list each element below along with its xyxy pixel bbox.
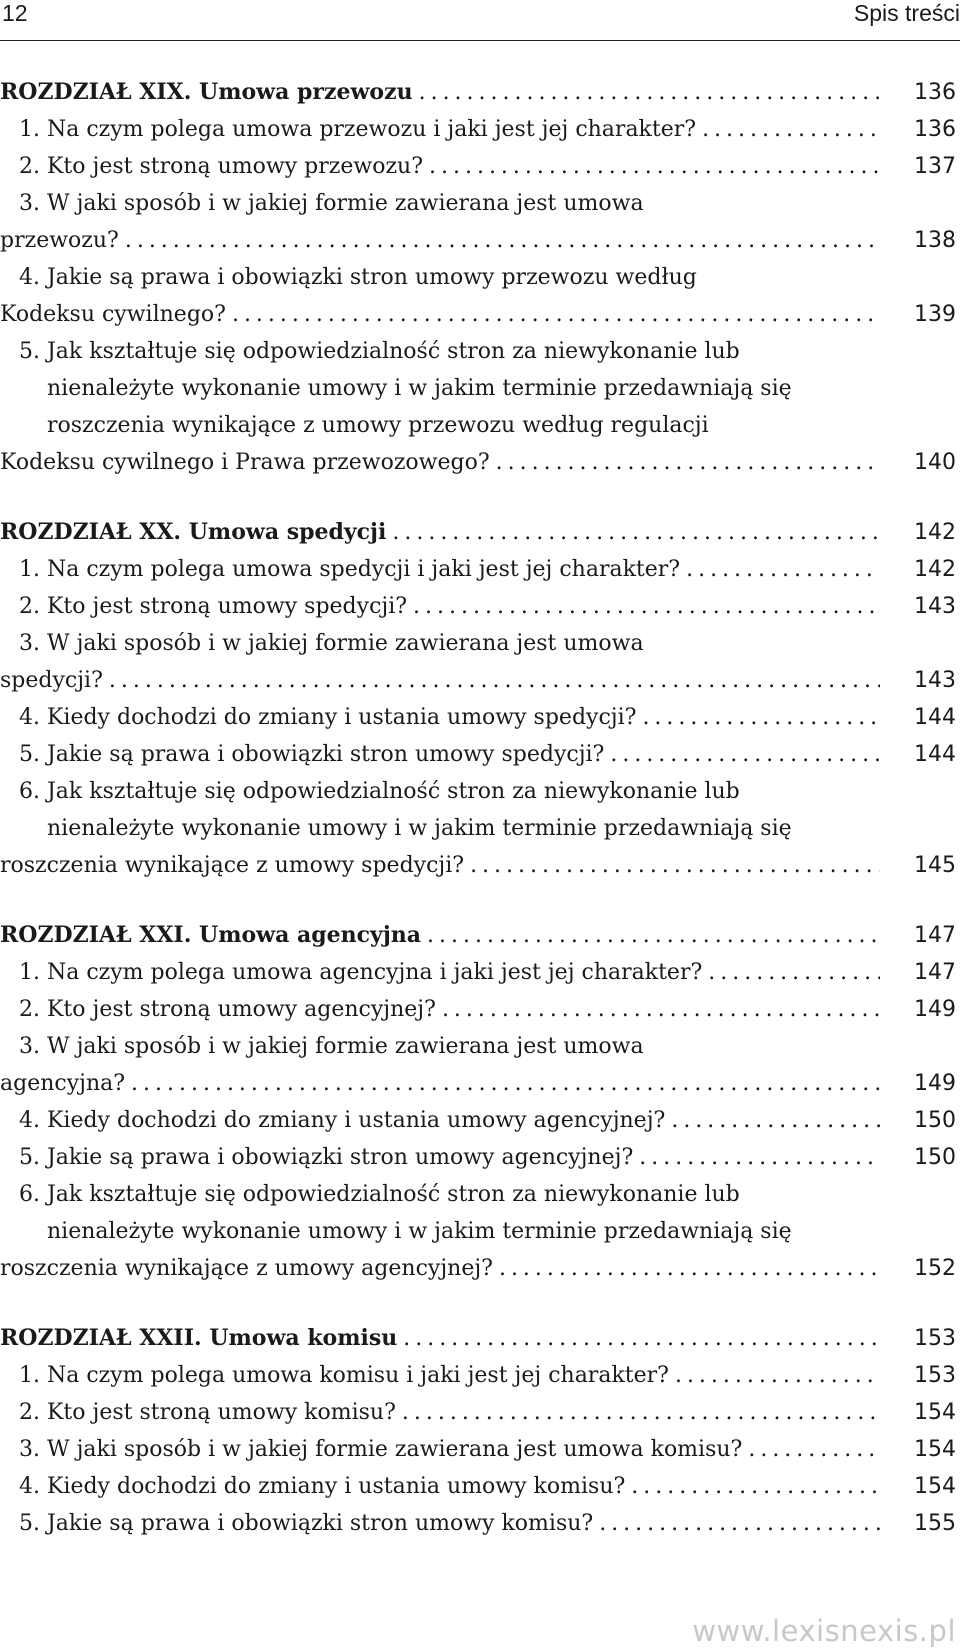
table-of-contents [0, 74, 960, 1575]
entry-title: Kodeksu cywilnego? [0, 296, 232, 333]
leader-row [0, 917, 880, 954]
page-ref: 142 [914, 520, 956, 545]
entry-title: 5. Jakie są prawa i obowiązki stron umowy agencyjnej? [0, 1139, 639, 1176]
leader-row [0, 514, 880, 551]
entry-title: 5. Jakie są prawa i obowiązki stron umowy komisu? [0, 1505, 599, 1542]
page-ref: 155 [914, 1511, 956, 1536]
entry-title: 1. Na czym polega umowa przewozu i jaki jest jej charakter? [0, 111, 702, 148]
leader-row [0, 1250, 880, 1287]
toc-entry [0, 954, 960, 991]
entry-title: nienależyte wykonanie umowy i w jakim terminie przedawniają się [47, 376, 792, 401]
entry-title: 3. W jaki sposób i w jakiej formie zawierana jest umowa [19, 1034, 644, 1059]
toc-entry [0, 1139, 960, 1176]
leader-row [0, 551, 880, 588]
dot-leader [232, 296, 880, 333]
entry-title: 5. Jak kształtuje się odpowiedzialność stron za niewykonanie lub [19, 339, 740, 364]
entry-title: roszczenia wynikające z umowy spedycji? [0, 847, 470, 884]
entry-title: 4. Kiedy dochodzi do zmiany i ustania umowy komisu? [0, 1468, 631, 1505]
leader-row [0, 1139, 880, 1176]
dot-leader [496, 444, 880, 481]
entry-title: 6. Jak kształtuje się odpowiedzialność stron za niewykonanie lub [19, 779, 740, 804]
page-ref: 137 [914, 154, 956, 179]
toc-entry-line [0, 259, 960, 296]
toc-entry-line [0, 625, 960, 662]
toc-entry [0, 551, 960, 588]
leader-row [0, 444, 880, 481]
toc-entry [0, 1250, 960, 1287]
page-ref: 154 [914, 1437, 956, 1462]
toc-entry-line [0, 1176, 960, 1213]
entry-title: 1. Na czym polega umowa komisu i jaki jest jej charakter? [0, 1357, 675, 1394]
entry-title: agencyjna? [0, 1065, 131, 1102]
dot-leader [499, 1250, 880, 1287]
dot-leader [708, 954, 880, 991]
entry-title: ROZDZIAŁ XXII. Umowa komisu [0, 1320, 403, 1357]
page-header [0, 0, 960, 41]
toc-entry [0, 847, 960, 884]
page-ref: 153 [914, 1363, 956, 1388]
dot-leader [442, 991, 880, 1028]
leader-row [0, 662, 880, 699]
chapter-section [0, 1320, 960, 1542]
entry-title: 6. Jak kształtuje się odpowiedzialność stron za niewykonanie lub [19, 1182, 740, 1207]
page-ref: 154 [914, 1474, 956, 1499]
entry-title: roszczenia wynikające z umowy agencyjnej? [0, 1250, 499, 1287]
toc-entry [0, 296, 960, 333]
page-ref: 150 [914, 1145, 956, 1170]
entry-title: 3. W jaki sposób i w jakiej formie zawierana jest umowa [19, 631, 644, 656]
page-ref: 147 [914, 960, 956, 985]
dot-leader [599, 1505, 880, 1542]
entry-title: ROZDZIAŁ XIX. Umowa przewozu [0, 74, 419, 111]
toc-entry [0, 588, 960, 625]
toc-entry [0, 699, 960, 736]
entry-title: 4. Jakie są prawa i obowiązki stron umowy przewozu według [19, 265, 697, 290]
leader-row [0, 148, 880, 185]
chapter-heading [0, 917, 960, 954]
dot-leader [413, 588, 880, 625]
entry-title: nienależyte wykonanie umowy i w jakim terminie przedawniają się [47, 816, 792, 841]
entry-title: ROZDZIAŁ XX. Umowa spedycji [0, 514, 392, 551]
dot-leader [109, 662, 880, 699]
entry-title: 2. Kto jest stroną umowy komisu? [0, 1394, 402, 1431]
leader-row [0, 1320, 880, 1357]
toc-entry [0, 736, 960, 773]
entry-title: 2. Kto jest stroną umowy spedycji? [0, 588, 413, 625]
dot-leader [610, 736, 880, 773]
toc-entry-line [0, 773, 960, 810]
entry-title: 3. W jaki sposób i w jakiej formie zawierana jest umowa komisu? [0, 1431, 748, 1468]
toc-entry [0, 1065, 960, 1102]
entry-title: nienależyte wykonanie umowy i w jakim terminie przedawniają się [47, 1219, 792, 1244]
page-ref: 149 [914, 997, 956, 1022]
toc-entry [0, 1357, 960, 1394]
toc-entry [0, 111, 960, 148]
entry-title: przewozu? [0, 222, 125, 259]
leader-row [0, 1357, 880, 1394]
leader-row [0, 1065, 880, 1102]
leader-row [0, 111, 880, 148]
chapter-section [0, 74, 960, 481]
page-ref: 153 [914, 1326, 956, 1351]
dot-leader [686, 551, 880, 588]
page-ref: 144 [914, 742, 956, 767]
dot-leader [671, 1102, 880, 1139]
toc-entry [0, 991, 960, 1028]
dot-leader [131, 1065, 880, 1102]
running-title: Spis treści [853, 0, 960, 26]
page-ref: 139 [914, 302, 956, 327]
leader-row [0, 736, 880, 773]
chapter-section [0, 514, 960, 884]
toc-entry [0, 444, 960, 481]
toc-entry [0, 1394, 960, 1431]
page-ref: 138 [914, 228, 956, 253]
entry-title: 4. Kiedy dochodzi do zmiany i ustania umowy agencyjnej? [0, 1102, 671, 1139]
leader-row [0, 847, 880, 884]
chapter-heading [0, 1320, 960, 1357]
toc-entry-line [0, 185, 960, 222]
leader-row [0, 1102, 880, 1139]
entry-title: 2. Kto jest stroną umowy agencyjnej? [0, 991, 442, 1028]
dot-leader [702, 111, 880, 148]
toc-entry-line [0, 333, 960, 370]
dot-leader [429, 148, 880, 185]
publisher-url: www.lexisnexis.pl [692, 1614, 956, 1648]
page-ref: 147 [914, 923, 956, 948]
page-ref: 136 [914, 80, 956, 105]
dot-leader [427, 917, 880, 954]
leader-row [0, 954, 880, 991]
toc-entry [0, 1431, 960, 1468]
entry-title: ROZDZIAŁ XXI. Umowa agencyjna [0, 917, 427, 954]
chapter-heading [0, 74, 960, 111]
chapter-heading [0, 514, 960, 551]
entry-title: spedycji? [0, 662, 109, 699]
entry-title: roszczenia wynikające z umowy przewozu według regulacji [47, 413, 709, 438]
dot-leader [419, 74, 880, 111]
entry-title: 3. W jaki sposób i w jakiej formie zawierana jest umowa [19, 191, 644, 216]
page-ref: 143 [914, 594, 956, 619]
entry-title: 1. Na czym polega umowa agencyjna i jaki jest jej charakter? [0, 954, 708, 991]
dot-leader [470, 847, 880, 884]
leader-row [0, 296, 880, 333]
page-ref: 144 [914, 705, 956, 730]
page-ref: 142 [914, 557, 956, 582]
page-ref: 154 [914, 1400, 956, 1425]
leader-row [0, 222, 880, 259]
dot-leader [639, 1139, 880, 1176]
entry-title: 1. Na czym polega umowa spedycji i jaki jest jej charakter? [0, 551, 686, 588]
toc-entry-line [0, 407, 960, 444]
page-ref: 143 [914, 668, 956, 693]
leader-row [0, 699, 880, 736]
dot-leader [748, 1431, 880, 1468]
leader-row [0, 588, 880, 625]
leader-row [0, 1394, 880, 1431]
dot-leader [675, 1357, 880, 1394]
toc-entry [0, 1468, 960, 1505]
entry-title: Kodeksu cywilnego i Prawa przewozowego? [0, 444, 496, 481]
dot-leader [125, 222, 880, 259]
toc-entry-line [0, 1213, 960, 1250]
leader-row [0, 1505, 880, 1542]
page-ref: 152 [914, 1256, 956, 1281]
dot-leader [403, 1320, 880, 1357]
dot-leader [402, 1394, 880, 1431]
page-ref: 149 [914, 1071, 956, 1096]
leader-row [0, 74, 880, 111]
page-ref: 150 [914, 1108, 956, 1133]
dot-leader [642, 699, 880, 736]
chapter-section [0, 917, 960, 1287]
toc-entry-line [0, 1028, 960, 1065]
toc-entry [0, 222, 960, 259]
entry-title: 4. Kiedy dochodzi do zmiany i ustania umowy spedycji? [0, 699, 642, 736]
page-ref: 140 [914, 450, 956, 475]
leader-row [0, 1468, 880, 1505]
toc-entry [0, 1102, 960, 1139]
page-ref: 145 [914, 853, 956, 878]
leader-row [0, 991, 880, 1028]
entry-title: 5. Jakie są prawa i obowiązki stron umowy spedycji? [0, 736, 610, 773]
toc-entry-line [0, 370, 960, 407]
page-number: 12 [2, 0, 28, 26]
dot-leader [392, 514, 880, 551]
toc-entry [0, 662, 960, 699]
entry-title: 2. Kto jest stroną umowy przewozu? [0, 148, 429, 185]
page-ref: 136 [914, 117, 956, 142]
toc-entry [0, 148, 960, 185]
leader-row [0, 1431, 880, 1468]
dot-leader [631, 1468, 880, 1505]
toc-entry [0, 1505, 960, 1542]
toc-entry-line [0, 810, 960, 847]
